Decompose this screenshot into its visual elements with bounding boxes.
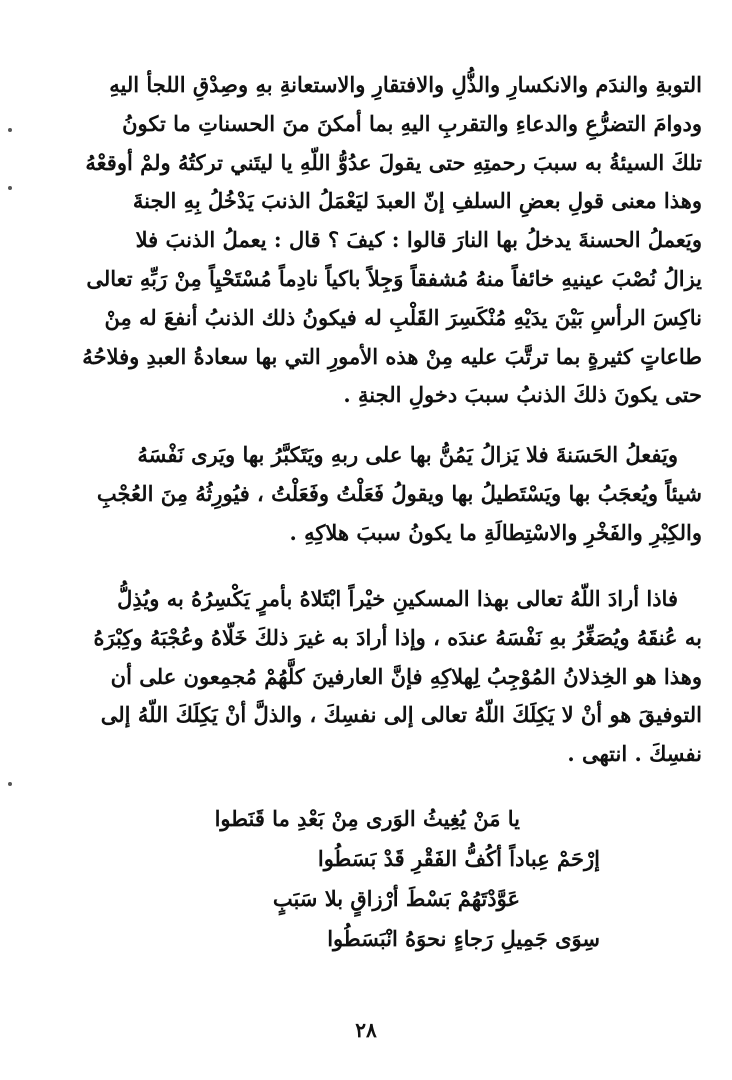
text-line: يزالُ نُصْبَ عينيهِ خائفاً منهُ مُشفقاً وَجِلاً باكياً نادِماً مُسْتَحْيِاً مِنْ رَبِّهِ تعالى bbox=[86, 265, 702, 291]
text-line: وهذا معنى قولِ بعضِ السلفِ إنّ العبدَ ليَعْمَلُ الذنبَ يَدْخُلُ بِهِ الجنةَ bbox=[132, 188, 702, 214]
text-line: والكِبْرِ والفَخْرِ والاسْتِطالَةِ ما يكونُ سببَ هلاكِهِ . bbox=[289, 519, 702, 545]
poem-verse: سِوَى جَمِيلِ رَجاءٍ نحوَهُ انْبَسَطُوا bbox=[327, 926, 600, 951]
text-line: ويَعملُ الحسنةَ يدخلُ بها النارَ قالوا : كيفَ ؟ قال : يعملُ الذنبَ فلا bbox=[135, 227, 702, 253]
text-line: ويَفعلُ الحَسَنةَ فلا يَزالُ يَمُنُّ بها على ربهِ ويَتَكبَّرُ بها ويَرى نَفْسَهُ bbox=[137, 442, 678, 467]
page-number: ٢٨ bbox=[355, 1018, 377, 1042]
poem-verse: عَوَّدْتَهُمْ بَسْطَ أرْزاقٍ بلا سَبَبٍ bbox=[272, 886, 520, 911]
text-line: وهذا هو الخِذلانُ المُوْجِبُ لِهلاكِهِ فإنَّ العارفينَ كلَّهُمْ مُجمِعون على أن bbox=[110, 663, 702, 689]
text-line: التوفيقَ هو أنْ لا يَكِلَكَ اللّهُ تعالى إلى نفسِكَ ، والذلَّ أنْ يَكِلَكَ اللّهُ إلى bbox=[100, 702, 702, 728]
poem-verse: يا مَنْ يُغِيثُ الوَرى مِنْ بَعْدِ ما قَنَطوا bbox=[214, 806, 520, 831]
poem-verse: إرْحَمْ عِباداً أكُفُّ الفَقْرِ قَدْ بَسَطُوا bbox=[317, 846, 600, 871]
margin-mark bbox=[8, 128, 12, 132]
text-line: فاذا أرادَ اللّهُ تعالى بهذا المسكينِ خيْراً ابْتَلاهُ بأمرٍ يَكْسِرُهُ به ويُذِلُّ bbox=[117, 586, 678, 611]
paragraph-repentance bbox=[82, 66, 702, 415]
text-line: طاعاتٍ كثيرةٍ بما ترتَّبَ عليه مِنْ هذه الأمورِ التي بها سعادةُ العبدِ وفلاحُهُ bbox=[82, 343, 702, 369]
margin-mark bbox=[8, 186, 12, 190]
text-line: ناكِسَ الرأسِ بَيْنَ يدَيْهِ مُنْكَسِرَ القَلْبِ له فيكونُ ذلك الذنبُ أنفعَ له مِنْ bbox=[104, 304, 702, 330]
text-line: شيئاً ويُعجَبُ بها ويَسْتَطيلُ بها ويقولُ فَعَلْتُ وفَعَلْتُ ، فيُورِثُهُ مِنَ العُجْبِ bbox=[96, 480, 702, 506]
margin-mark bbox=[8, 782, 12, 786]
text-line: ودوامَ التضرُّعِ والدعاءِ والتقربِ اليهِ بما أمكنَ منَ الحسناتِ ما تكونُ bbox=[122, 110, 702, 136]
paragraph-good-deed bbox=[82, 436, 702, 552]
text-line: حتى يكونَ ذلكَ الذنبُ سببَ دخولِ الجنةِ . bbox=[343, 382, 702, 408]
paragraph-tawfiq bbox=[82, 580, 702, 774]
text-line: به عُنقَهُ ويُصَغِّرُ بهِ نَفْسَهُ عندَه ، وإذا أرادَ به غيرَ ذلكَ خَلّاهُ وعُجْبَهُ وكِبْرَهُ bbox=[93, 624, 702, 650]
text-line: التوبةِ والندَم والانكسارِ والذُّلِ والافتقارِ والاستعانةِ بهِ وصِدْقِ اللجأ اليهِ bbox=[109, 72, 702, 97]
text-line: نفسِكَ . انتهى . bbox=[567, 741, 702, 767]
text-line: تلكَ السيئةُ به سببَ رحمتِهِ حتى يقولَ عدُوُّ اللّهِ يا ليتَني تركتُهُ ولمْ أوقعْهُ bbox=[85, 149, 702, 175]
